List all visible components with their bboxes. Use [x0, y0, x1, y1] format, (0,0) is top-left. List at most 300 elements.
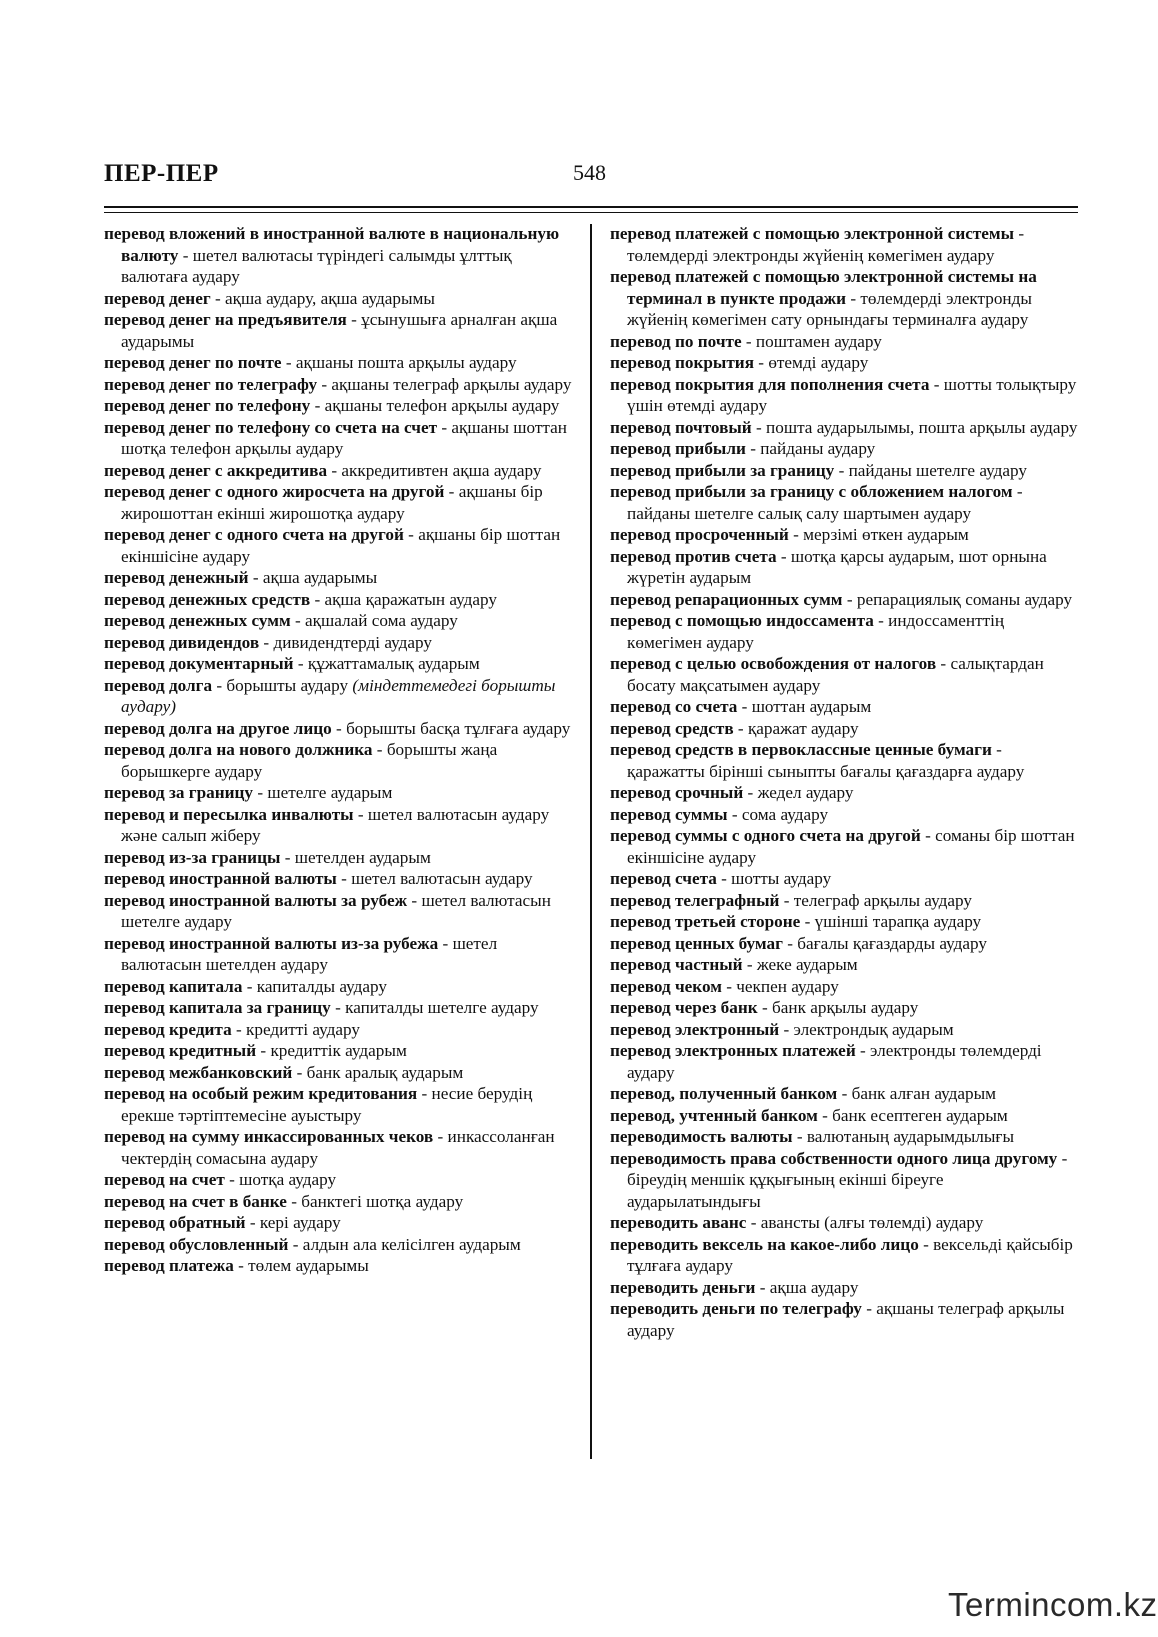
entry-definition: банк арқылы аудару [772, 998, 919, 1017]
dictionary-entry [610, 739, 1080, 782]
dictionary-entry [610, 610, 1080, 653]
entry-definition: соманы бір шоттан екіншісіне аудару [627, 826, 1075, 867]
entry-term: перевод документарный [104, 654, 294, 673]
entry-definition: борышты басқа тұлғаға аудару [346, 718, 571, 738]
entry-term: перевод долга [104, 675, 213, 695]
entry-separator: - [242, 976, 257, 996]
entry-separator: - [1012, 482, 1023, 501]
entry-term: перевод средств в первоклассные ценные бумаги [610, 740, 992, 759]
entry-definition: шотқа қарсы аударым, шот орнына жүретін аударым [627, 546, 1047, 587]
dictionary-entry [104, 1040, 574, 1062]
dictionary-entry [104, 610, 574, 632]
dictionary-entry [104, 739, 574, 782]
entry-term: перевод по почте [610, 331, 742, 351]
entry-term: перевод электронный [610, 1019, 780, 1039]
entry-separator: - [733, 718, 748, 738]
entry-separator: - [792, 1127, 807, 1146]
entry-term: перевод с целью освобождения от налогов [610, 654, 937, 673]
entry-term: перевод чеком [610, 976, 722, 996]
entry-term: переводимость валюты [610, 1127, 793, 1146]
entry-separator: - [433, 1127, 448, 1146]
dictionary-entry [104, 933, 574, 976]
entry-separator: - [290, 611, 306, 630]
entry-term: перевод вложений в иностранной валюте в национальную валюту [104, 224, 560, 265]
entry-definition: алдын ала келісілген аударым [302, 1234, 521, 1254]
entry-term: перевод средств [610, 718, 734, 738]
dictionary-entry [610, 718, 1080, 740]
entry-separator: - [231, 1019, 247, 1039]
entry-separator: - [929, 374, 944, 394]
dictionary-entry [104, 782, 574, 804]
entry-definition: чекпен аудару [736, 976, 839, 996]
entry-term: перевод ценных бумаг [610, 933, 783, 953]
dictionary-entry [610, 890, 1080, 912]
entry-term: перевод за границу [104, 783, 254, 802]
entry-definition: борышты аудару [226, 675, 353, 695]
entry-definition: шотты аудару [731, 869, 832, 888]
entry-term: перевод платежей с помощью электронной системы [610, 224, 1015, 243]
entry-separator: - [245, 1213, 260, 1232]
dictionary-entry [104, 1019, 574, 1041]
entry-separator: - [776, 546, 791, 566]
entry-term: перевод прибыли [610, 439, 746, 458]
dictionary-entry [104, 1169, 574, 1191]
dictionary-entry [610, 696, 1080, 718]
entry-definition: шетел валютасы түріндегі салымды ұлттық валютаға аудару [121, 245, 512, 286]
entry-definition: шотты толықтыру үшін өтемді аудару [627, 374, 1077, 415]
entry-definition: шетел валютасын аудару және салып жіберу [121, 804, 550, 845]
entry-definition: телеграф арқылы аудару [793, 890, 972, 910]
entry-definition: кредиттік аударым [270, 1041, 407, 1060]
entry-definition: ақша қаражатын аудару [324, 589, 498, 609]
entry-term: перевод прибыли за границу с обложением налогом [610, 482, 1013, 501]
dictionary-entry [610, 589, 1080, 611]
entry-separator: - [253, 783, 268, 802]
entry-separator: - [1057, 1148, 1068, 1168]
dictionary-entry [104, 1126, 574, 1169]
entry-separator: - [210, 288, 225, 308]
entry-term: перевод суммы с одного счета на другой [610, 826, 921, 845]
entry-term: перевод долга на нового должника [104, 740, 373, 759]
entry-definition: ақшаны телеграф арқылы аудару [331, 374, 572, 394]
dictionary-entry [610, 1040, 1080, 1083]
entry-separator: - [755, 1277, 770, 1297]
dictionary-entry [610, 782, 1080, 804]
dictionary-entry [610, 911, 1080, 933]
entry-separator: - [224, 1170, 240, 1189]
column-divider [590, 224, 592, 1459]
dictionary-entry [610, 417, 1080, 439]
entry-separator: - [310, 396, 325, 415]
entry-definition: өтемді аудару [768, 353, 869, 372]
entry-separator: - [936, 654, 951, 673]
entry-separator: - [330, 998, 346, 1017]
dictionary-entry [104, 653, 574, 675]
entry-definition: электронды төлемдерді аудару [627, 1041, 1042, 1082]
dictionary-entry [104, 847, 574, 869]
dictionary-entry [610, 933, 1080, 955]
entry-definition: кредитті аудару [246, 1019, 360, 1039]
entry-term: перевод срочный [610, 783, 744, 802]
entry-definition: инкассоланған чектердің сомасына аудару [121, 1127, 555, 1168]
entry-separator: - [331, 718, 347, 738]
dictionary-entry [104, 524, 574, 567]
entry-term: перевод долга на другое лицо [104, 718, 332, 738]
dictionary-entry [610, 266, 1080, 331]
dictionary-entry [610, 481, 1080, 524]
entry-definition: банктегі шотқа аудару [301, 1191, 464, 1211]
entry-separator: - [288, 1234, 303, 1254]
entry-term: перевод денежный [104, 568, 249, 587]
dictionary-entry [104, 567, 574, 589]
entry-separator: - [741, 331, 756, 351]
dictionary-entry [610, 352, 1080, 374]
entry-term: перевод межбанковский [104, 1062, 293, 1082]
dictionary-entry [104, 223, 574, 288]
entry-note: (міндеттемедегі борышты аудару) [121, 675, 556, 716]
entry-term: перевод денег на предъявителя [104, 310, 347, 329]
entry-definition: ақша аударымы [262, 568, 378, 587]
page-number: 548 [573, 160, 606, 185]
entry-term: перевод иностранной валюты из-за рубежа [104, 933, 439, 953]
dictionary-entry [610, 460, 1080, 482]
entry-separator: - [746, 1213, 761, 1232]
entry-separator: - [817, 1105, 833, 1125]
entry-definition: несие берудің ерекше тәртіптемесіне ауыстыру [121, 1084, 533, 1125]
entry-term: перевод денег по телефону [104, 396, 311, 415]
entry-separator: - [444, 482, 459, 501]
dictionary-entry [610, 374, 1080, 417]
dictionary-entry [610, 804, 1080, 826]
dictionary-entry [104, 890, 574, 933]
entry-term: перевод денег по почте [104, 353, 282, 372]
dictionary-entry [610, 653, 1080, 696]
entry-separator: - [716, 869, 732, 888]
entry-term: перевод покрытия [610, 353, 754, 372]
entry-definition: аккредитивтен ақша аудару [341, 460, 542, 480]
entry-definition: ақшаны телеграф арқылы аудару [627, 1299, 1065, 1340]
entry-separator: - [178, 245, 193, 265]
dictionary-entry [610, 1019, 1080, 1041]
entry-separator: - [743, 783, 758, 802]
entry-separator: - [336, 869, 352, 888]
dictionary-entry [610, 524, 1080, 546]
dictionary-entry [104, 997, 574, 1019]
entry-separator: - [742, 955, 757, 974]
entry-separator: - [918, 1234, 934, 1254]
dictionary-entry [104, 632, 574, 654]
dictionary-entry [610, 868, 1080, 890]
dictionary-entry [610, 1277, 1080, 1299]
entry-term: переводимость права собственности одного лица другому [610, 1148, 1058, 1168]
entry-definition: авансты (алғы төлемді) аудару [760, 1213, 984, 1232]
entry-definition: шетелге аударым [267, 783, 393, 802]
entry-separator: - [403, 525, 419, 544]
dictionary-entry [610, 1105, 1080, 1127]
dictionary-entry [610, 954, 1080, 976]
entry-separator: - [437, 417, 452, 437]
entry-term: перевод покрытия для пополнения счета [610, 374, 930, 394]
entry-separator: - [310, 589, 325, 609]
entry-separator: - [834, 460, 849, 480]
entry-separator: - [846, 288, 861, 308]
entry-separator: - [293, 654, 308, 673]
dictionary-entry [610, 1212, 1080, 1234]
entry-term: перевод на счет [104, 1170, 225, 1189]
dictionary-entry [610, 1126, 1080, 1148]
entry-separator: - [745, 439, 761, 458]
entry-definition: дивидендтерді аудару [273, 632, 432, 652]
entry-definition: сома аудару [741, 804, 829, 824]
entry-definition: салықтардан босату мақсатымен аудару [627, 654, 1044, 695]
dictionary-entry [610, 1298, 1080, 1341]
entry-definition: репарациялық соманы аудару [856, 589, 1073, 609]
dictionary-entry [104, 1083, 574, 1126]
entry-definition: кері аудару [259, 1213, 341, 1232]
dictionary-entry [104, 804, 574, 847]
entry-definition: төлемдерді электронды жүйенің көмегімен сату орнындағы терминалға аудару [627, 288, 1032, 329]
dictionary-entry [104, 374, 574, 396]
entry-definition: қаражатты бірінші сыныпты бағалы қағаздарға аудару [627, 761, 1025, 781]
dictionary-entry [104, 481, 574, 524]
entry-separator: - [233, 1256, 249, 1275]
right-column [610, 223, 1080, 1341]
entry-definition: ақшалай сома аудару [305, 611, 458, 630]
entry-term: перевод денег с одного счета на другой [104, 525, 404, 544]
entry-definition: шетелден аударым [294, 847, 431, 867]
dictionary-entry [610, 997, 1080, 1019]
entry-definition: валютаның аударымдылығы [806, 1127, 1015, 1146]
entry-definition: үшінші тарапқа аудару [814, 912, 982, 931]
entry-separator: - [855, 1041, 871, 1060]
entry-definition: шотқа аудару [239, 1170, 337, 1189]
entry-term: перевод из-за границы [104, 847, 281, 867]
entry-term: перевод дивидендов [104, 632, 260, 652]
entry-separator: - [737, 697, 752, 716]
entry-term: перевод, полученный банком [610, 1084, 838, 1103]
entry-term: перевод против счета [610, 546, 777, 566]
entry-definition: ақшаны бір жирошоттан екінші жирошотқа аудару [121, 482, 543, 523]
dictionary-entry [104, 1234, 574, 1256]
left-column [104, 223, 574, 1277]
entry-term: перевод просроченный [610, 525, 789, 544]
entry-separator: - [327, 460, 342, 480]
entry-separator: - [751, 417, 767, 437]
entry-definition: вексельді қайсыбір тұлғаға аудару [627, 1234, 1073, 1275]
entry-term: перевод кредита [104, 1019, 232, 1039]
entry-definition: банк есептеген аударым [832, 1105, 1008, 1125]
entry-separator: - [259, 632, 274, 652]
dictionary-entry [104, 1191, 574, 1213]
entry-definition: құжаттамалық аударым [307, 654, 480, 673]
entry-separator: - [991, 740, 1002, 759]
dictionary-entry [104, 675, 574, 718]
entry-term: перевод почтовый [610, 417, 752, 437]
entry-definition: пайданы шетелге аудару [848, 460, 1027, 480]
dictionary-entry [610, 1234, 1080, 1277]
entry-term: перевод денежных сумм [104, 611, 291, 630]
entry-separator: - [292, 1062, 307, 1082]
dictionary-entry [610, 223, 1080, 266]
page-header-title: ПЕР-ПЕР [104, 160, 219, 187]
entry-separator: - [407, 890, 422, 910]
dictionary-entry [104, 309, 574, 352]
entry-separator: - [782, 933, 798, 953]
entry-term: переводить аванс [610, 1213, 747, 1232]
dictionary-entry [610, 546, 1080, 589]
entry-definition: бағалы қағаздарды аудару [797, 933, 987, 953]
dictionary-entry [610, 1083, 1080, 1105]
dictionary-entry [104, 1255, 574, 1277]
entry-separator: - [861, 1299, 877, 1318]
entry-separator: - [438, 933, 453, 953]
entry-separator: - [757, 998, 773, 1017]
entry-separator: - [721, 976, 737, 996]
entry-term: перевод счета [610, 869, 717, 888]
entry-term: перевод обусловленный [104, 1234, 289, 1254]
entry-definition: ақша аудару [769, 1277, 859, 1297]
entry-definition: ақша аудару, ақша аударымы [224, 288, 435, 308]
entry-definition: біреудің меншік құқығының екінші біреуге аударылатындығы [627, 1170, 944, 1211]
dictionary-entry [104, 868, 574, 890]
entry-term: перевод третьей стороне [610, 912, 801, 931]
watermark-logo: Termincom.kz [948, 1586, 1158, 1623]
dictionary-entry [104, 1062, 574, 1084]
entry-definition: төлемдерді электронды жүйенің көмегімен аудару [627, 245, 995, 265]
entry-definition: пайданы шетелге салық салу шартымен аудару [627, 503, 972, 523]
entry-term: перевод денег с одного жиросчета на другой [104, 482, 445, 501]
entry-separator: - [779, 890, 794, 910]
header-rule-thin [104, 212, 1078, 213]
entry-definition: ақшаны телефон арқылы аудару [324, 396, 560, 415]
entry-term: перевод денег с аккредитива [104, 460, 328, 480]
entry-separator: - [920, 826, 936, 845]
dictionary-entry [610, 331, 1080, 353]
entry-definition: жеке аударым [756, 955, 858, 974]
entry-term: переводить деньги [610, 1277, 756, 1297]
dictionary-entry [104, 417, 574, 460]
entry-term: перевод на сумму инкассированных чеков [104, 1127, 434, 1146]
entry-term: перевод телеграфный [610, 890, 780, 910]
dictionary-entry [610, 1148, 1080, 1213]
dictionary-entry [104, 1212, 574, 1234]
entry-term: перевод капитала [104, 976, 243, 996]
entry-term: перевод со счета [610, 697, 738, 716]
entry-separator: - [280, 847, 295, 867]
entry-term: перевод денег [104, 288, 211, 308]
entry-term: перевод платежей с помощью электронной системы на терминал в пункте продажи [610, 267, 1037, 308]
entry-term: перевод репарационных сумм [610, 589, 843, 609]
entry-separator: - [353, 804, 368, 824]
entry-term: перевод электронных платежей [610, 1041, 856, 1060]
entry-definition: ұсынушыға арналған ақша аударымы [121, 310, 558, 351]
entry-separator: - [727, 804, 742, 824]
entry-term: перевод денежных средств [104, 589, 311, 609]
entry-separator: - [1014, 224, 1025, 243]
entry-definition: пайданы аудару [760, 439, 876, 458]
entry-definition: шетел валютасын шетелден аудару [121, 933, 498, 974]
entry-separator: - [800, 912, 815, 931]
entry-term: перевод на особый режим кредитования [104, 1084, 418, 1103]
entry-separator: - [417, 1084, 432, 1103]
entry-separator: - [346, 310, 362, 329]
dictionary-entry [610, 825, 1080, 868]
entry-separator: - [317, 374, 332, 394]
entry-separator: - [842, 589, 857, 609]
entry-term: перевод прибыли за границу [610, 460, 835, 480]
entry-term: перевод суммы [610, 804, 728, 824]
entry-definition: электрондық аударым [793, 1019, 954, 1039]
dictionary-entry [104, 395, 574, 417]
entry-definition: ақшаны шоттан шотқа телефон арқылы аудару [121, 417, 567, 458]
entry-separator: - [873, 611, 889, 630]
entry-separator: - [372, 740, 387, 759]
entry-definition: капиталды аудару [256, 976, 387, 996]
entry-definition: мерзімі өткен аударым [803, 525, 969, 544]
entry-definition: банк алған аударым [851, 1084, 996, 1103]
entry-definition: жедел аудару [757, 783, 854, 802]
entry-separator: - [248, 568, 263, 587]
entry-term: переводить вексель на какое-либо лицо [610, 1234, 919, 1254]
entry-separator: - [837, 1084, 852, 1103]
entry-term: перевод кредитный [104, 1041, 257, 1060]
dictionary-entry [104, 976, 574, 998]
dictionary-entry [104, 460, 574, 482]
entry-definition: шетел валютасын шетелге аудару [121, 890, 551, 931]
entry-definition: капиталды шетелге аудару [345, 998, 539, 1017]
entry-definition: төлем аударымы [248, 1256, 369, 1275]
dictionary-entry [104, 352, 574, 374]
entry-definition: шетел валютасын аудару [351, 869, 533, 888]
entry-separator: - [286, 1191, 302, 1211]
entry-term: перевод иностранной валюты [104, 869, 337, 888]
entry-definition: пошта аударылымы, пошта арқылы аудару [766, 417, 1078, 437]
entry-separator: - [754, 353, 769, 372]
entry-separator: - [281, 353, 296, 372]
entry-term: перевод платежа [104, 1256, 234, 1275]
entry-separator: - [788, 525, 804, 544]
entry-definition: поштамен аудару [755, 331, 882, 351]
entry-separator: - [212, 675, 227, 695]
entry-term: перевод на счет в банке [104, 1191, 287, 1211]
entry-term: перевод обратный [104, 1213, 246, 1232]
entry-definition: индоссаменттің көмегімен аудару [627, 611, 1005, 652]
dictionary-entry [104, 718, 574, 740]
entry-term: перевод иностранной валюты за рубеж [104, 890, 408, 910]
dictionary-entry [104, 288, 574, 310]
entry-term: перевод денег по телеграфу [104, 374, 318, 394]
entry-term: перевод, учтенный банком [610, 1105, 818, 1125]
entry-term: переводить деньги по телеграфу [610, 1299, 862, 1318]
entry-term: перевод капитала за границу [104, 998, 331, 1017]
dictionary-entry [610, 438, 1080, 460]
dictionary-entry [610, 976, 1080, 998]
header-rule [104, 206, 1078, 208]
entry-term: перевод с помощью индоссамента [610, 611, 874, 630]
entry-separator: - [779, 1019, 794, 1039]
entry-term: перевод денег по телефону со счета на счет [104, 417, 438, 437]
dictionary-entry [104, 589, 574, 611]
entry-definition: борышты жаңа борышкерге аудару [121, 740, 498, 781]
entry-definition: ақшаны бір шоттан екіншісіне аудару [121, 525, 561, 566]
entry-term: перевод частный [610, 955, 743, 974]
entry-definition: ақшаны пошта арқылы аудару [295, 353, 517, 372]
entry-definition: банк аралық аударым [306, 1062, 464, 1082]
entry-term: перевод и пересылка инвалюты [104, 804, 354, 824]
entry-separator: - [256, 1041, 271, 1060]
entry-term: перевод через банк [610, 998, 758, 1017]
entry-definition: шоттан аударым [751, 697, 872, 716]
